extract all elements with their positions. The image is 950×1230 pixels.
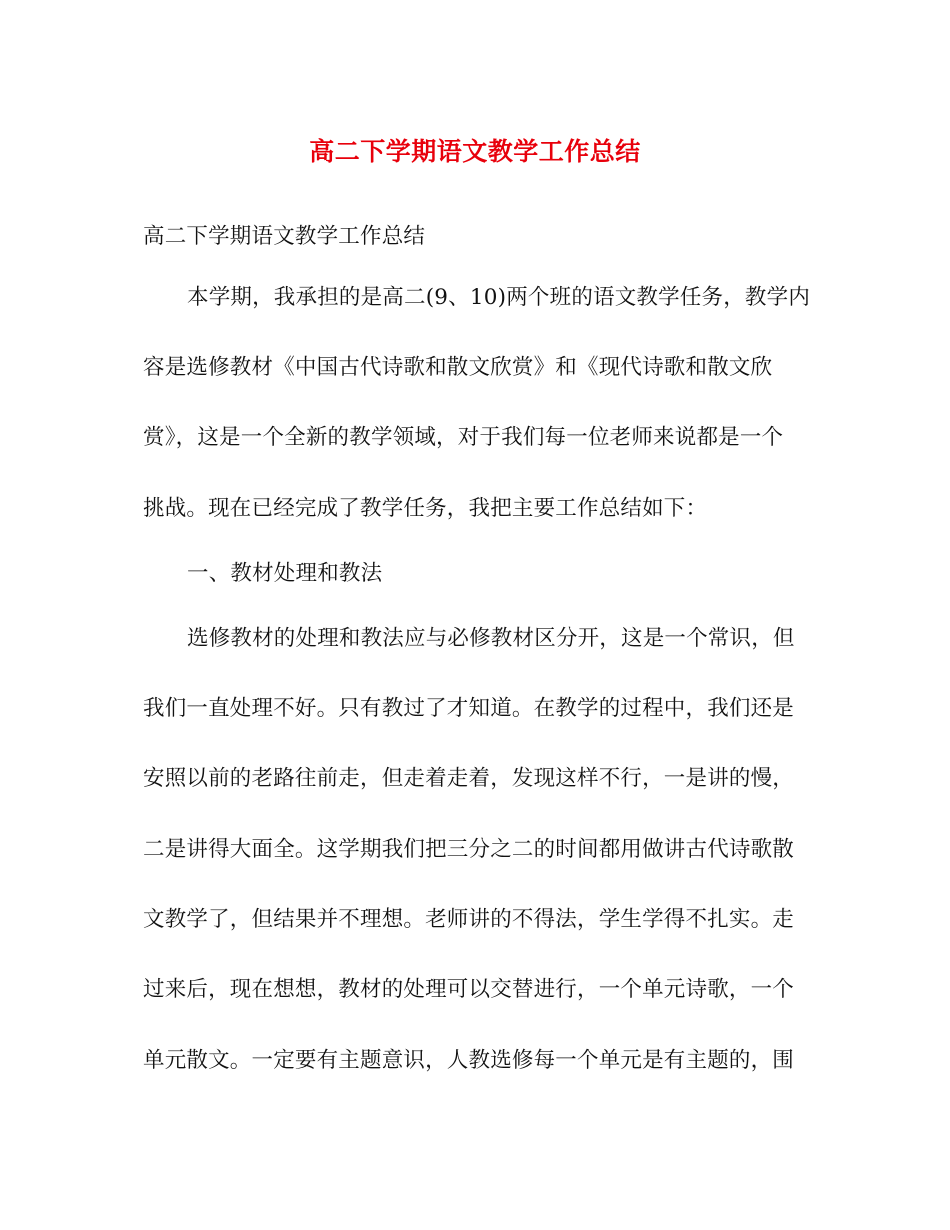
- paragraph-line: 过来后，现在想想，教材的处理可以交替进行，一个单元诗歌，一个: [143, 977, 795, 1002]
- paragraph-line: 容是选修教材《中国古代诗歌和散文欣赏》和《现代诗歌和散文欣: [143, 355, 773, 380]
- paragraph-line: 单元散文。一定要有主题意识，人教选修每一个单元是有主题的，围: [143, 1048, 795, 1073]
- paragraph-line: 挑战。现在已经完成了教学任务，我把主要工作总结如下：: [143, 496, 708, 521]
- paragraph-line: 安照以前的老路往前走，但走着走着，发现这样不行，一是讲的慢，: [143, 766, 795, 791]
- paragraph-line: 赏》，这是一个全新的教学领域，对于我们每一位老师来说都是一个: [143, 425, 784, 450]
- section-heading: 一、教材处理和教法: [187, 561, 383, 586]
- paragraph-line: 我们一直处理不好。只有教过了才知道。在教学的过程中，我们还是: [143, 696, 795, 721]
- paragraph-line: 二是讲得大面全。这学期我们把三分之二的时间都用做讲古代诗歌散: [143, 837, 795, 862]
- subtitle-line: 高二下学期语文教学工作总结: [143, 224, 426, 249]
- paragraph-line: 文教学了，但结果并不理想。老师讲的不得法，学生学得不扎实。走: [143, 907, 795, 932]
- document-title: 高二下学期语文教学工作总结: [309, 137, 641, 166]
- paragraph-line: 本学期，我承担的是高二(9、10)两个班的语文教学任务，教学内: [187, 285, 811, 310]
- paragraph-line: 选修教材的处理和教法应与必修教材区分开，这是一个常识，但: [187, 626, 795, 651]
